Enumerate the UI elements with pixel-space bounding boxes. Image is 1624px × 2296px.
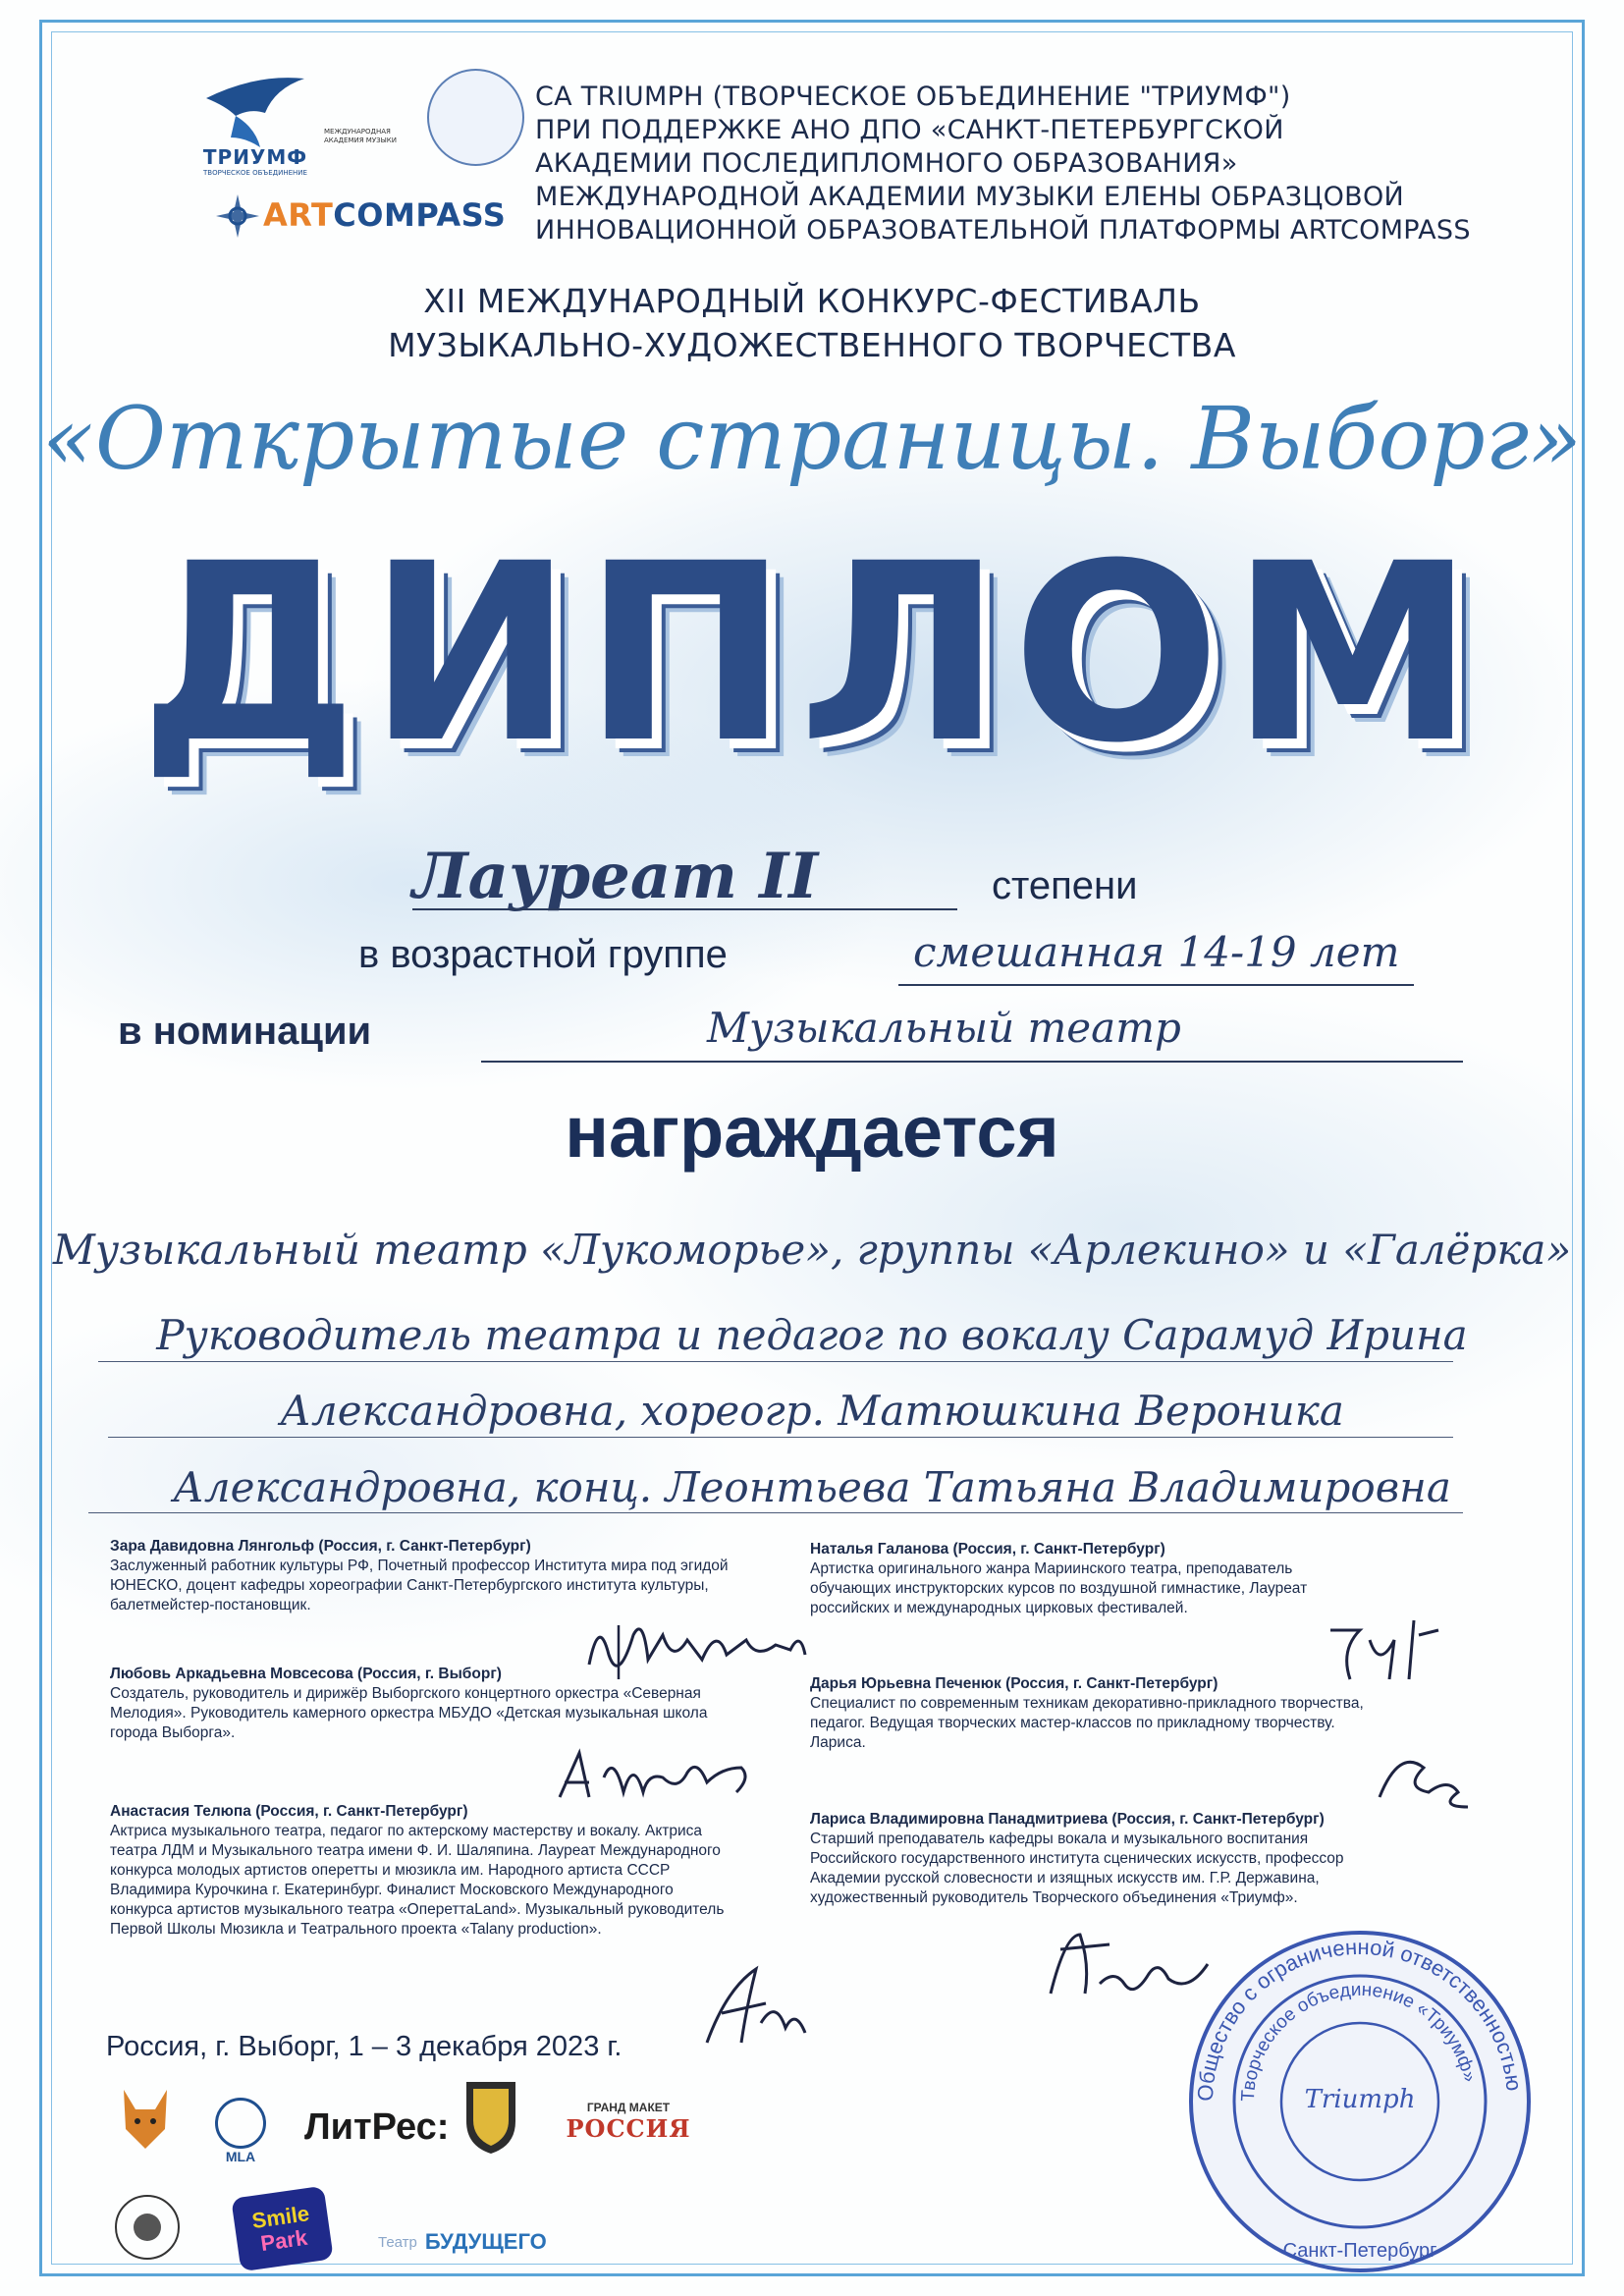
academy-emblem-icon xyxy=(427,69,524,166)
degree-label: степени xyxy=(992,864,1138,907)
compass-icon xyxy=(216,194,259,238)
jury-name: Наталья Галанова (Россия, г. Санкт-Петербург) xyxy=(810,1541,1165,1558)
mla-logo-text: MLA xyxy=(225,2149,256,2164)
jury-bio-line: педагог. Ведущая творческих мастер-классов по прикладному творчеству. xyxy=(810,1715,1335,1731)
signature-galanova xyxy=(1321,1611,1448,1689)
republic-logo-icon xyxy=(108,2190,187,2264)
jury-bio-line: конкурса молодых артистов оперетты и мюзикла им. Народного артиста СССР xyxy=(110,1862,671,1879)
smile-park-bottom: Park xyxy=(258,2224,309,2256)
organizer-logos xyxy=(196,69,520,236)
recipient-line: Руководитель театра и педагог по вокалу Сарамуд Ирина xyxy=(156,1311,1468,1359)
nomination-label: в номинации xyxy=(118,1010,372,1053)
organizer-line: АКАДЕМИИ ПОСЛЕДИПЛОМНОГО ОБРАЗОВАНИЯ» xyxy=(535,148,1238,179)
jury-bio-line: российских и международных цирковых фестивалей. xyxy=(810,1600,1188,1616)
academy-logo-text: МЕЖДУНАРОДНАЯ АКАДЕМИЯ МУЗЫКИ xyxy=(324,128,397,144)
jury-member xyxy=(110,1537,748,1615)
festival-name: «Открытые страницы. Выборг» xyxy=(41,388,1582,489)
jury-bio-line: балетмейстер-постановщик. xyxy=(110,1597,311,1613)
stamp-center-text: Triumph xyxy=(1304,2085,1416,2114)
jury-name: Лариса Владимировна Панадмитриева (Россия, г. Санкт-Петербург) xyxy=(810,1811,1325,1828)
festival-title-line1: XII МЕЖДУНАРОДНЫЙ КОНКУРС-ФЕСТИВАЛЬ xyxy=(423,282,1201,320)
degree-value: Лауреат II xyxy=(412,840,819,913)
jury-bio-line: обучающих инструкторских курсов по воздушной гимнастике, Лауреат xyxy=(810,1580,1308,1597)
stamp-inner-text: Творческое объединение «Триумф» xyxy=(1237,1979,1481,2103)
age-group-label: в возрастной группе xyxy=(358,933,728,976)
grand-maket-top: ГРАНД МАКЕТ xyxy=(586,2100,671,2114)
grand-maket-bottom: РОССИЯ xyxy=(566,2113,691,2143)
smile-park-logo xyxy=(231,2186,334,2271)
jury-name: Зара Давидовна Лянгольф (Россия, г. Санкт-Петербург) xyxy=(110,1538,531,1555)
signature-telyupa xyxy=(687,1949,835,2057)
theatre-future-text: БУДУЩЕГО xyxy=(424,2229,547,2254)
signature-pechenyuk xyxy=(1370,1738,1478,1817)
nomination-value: Музыкальный театр xyxy=(707,1004,1181,1052)
jury-bio-line: города Выборга». xyxy=(110,1724,236,1741)
recipient-underline xyxy=(98,1361,1453,1362)
jury-member xyxy=(810,1540,1458,1618)
theatre-future-prefix: Театр xyxy=(378,2233,417,2251)
jury-bio-line: художественный руководитель Творческого объединения «Триумф». xyxy=(810,1889,1298,1906)
festival-title-line2: МУЗЫКАЛЬНО-ХУДОЖЕСТВЕННОГО ТВОРЧЕСТВА xyxy=(388,326,1236,364)
jury-member xyxy=(110,1802,758,1940)
jury-name: Дарья Юрьевна Печенюк (Россия, г. Санкт-Петербург) xyxy=(810,1675,1218,1692)
stamp-city-text: Санкт-Петербург xyxy=(1282,2240,1437,2262)
triumph-logo-subtext: ТВОРЧЕСКОЕ ОБЪЕДИНЕНИЕ xyxy=(203,169,307,177)
recipient-line: Музыкальный театр «Лукоморье», группы «Арлекино» и «Галёрка» xyxy=(52,1226,1572,1274)
recipient-line: Александровна, конц. Леонтьева Татьяна Владимировна xyxy=(173,1463,1451,1511)
jury-bio-line: ЮНЕСКО, доцент кафедры хореографии Санкт-Петербургского института культуры, xyxy=(110,1577,709,1594)
organizer-line: ИННОВАЦИОННОЙ ОБРАЗОВАТЕЛЬНОЙ ПЛАТФОРМЫ ARTCOMPASS xyxy=(535,215,1471,246)
artcompass-logo: ARTCOMPASS xyxy=(263,196,507,234)
triumph-logo-text: ТРИУМФ xyxy=(202,145,308,169)
jury-bio-line: театра ЛДМ и Музыкального театра имени Ф. И. Шаляпина. Лауреат Международного xyxy=(110,1842,721,1859)
age-group-underline xyxy=(898,984,1414,986)
mla-logo xyxy=(201,2092,280,2170)
jury-bio-line: конкурса артистов музыкального театра «ОпереттаLand». Музыкальный руководитель xyxy=(110,1901,725,1918)
signature-movsesova xyxy=(545,1738,771,1817)
jury-bio-line: Создатель, руководитель и дирижёр Выборгского концертного оркестра «Северная xyxy=(110,1685,701,1702)
organizers-block xyxy=(535,81,1576,247)
official-stamp xyxy=(1168,1925,1551,2278)
smile-park-top: Smile xyxy=(249,2200,311,2233)
place-date: Россия, г. Выборг, 1 – 3 декабря 2023 г. xyxy=(106,2031,623,2062)
jury-bio-line: Старший преподаватель кафедры вокала и музыкального воспитания xyxy=(810,1831,1309,1847)
recipient-underline xyxy=(88,1512,1463,1513)
jury-bio-line: Владимира Курочкина г. Екатеринбург. Финалист Московского Международного xyxy=(110,1882,674,1898)
diploma-title: ДИПЛОМ xyxy=(138,511,1486,796)
jury-bio-line: Заслуженный работник культуры РФ, Почетный профессор Института мира под эгидой xyxy=(110,1558,729,1574)
organizer-line: ПРИ ПОДДЕРЖКЕ АНО ДПО «САНКТ-ПЕТЕРБУРГСКОЙ xyxy=(535,115,1284,145)
jury-bio-line: Актриса музыкального театра, педагог по актерскому мастерству и вокалу. Актриса xyxy=(110,1823,703,1839)
organizer-line: МЕЖДУНАРОДНОЙ АКАДЕМИИ МУЗЫКИ ЕЛЕНЫ ОБРАЗЦОВОЙ xyxy=(535,182,1405,212)
organizer-line: СА TRIUMPH (ТВОРЧЕСКОЕ ОБЪЕДИНЕНИЕ "ТРИУМФ") xyxy=(535,82,1291,112)
jury-name: Анастасия Телюпа (Россия, г. Санкт-Петербург) xyxy=(110,1803,468,1820)
jury-bio-line: Артистка оригинального жанра Мариинского театра, преподаватель xyxy=(810,1560,1293,1577)
litres-logo xyxy=(304,2106,449,2149)
jury-bio-line: Академии русской словесности и изящных искусств им. Г.Р. Державина, xyxy=(810,1870,1320,1886)
jury-bio-line: Мелодия». Руководитель камерного оркестра МБУДО «Детская музыкальная школа xyxy=(110,1705,708,1722)
recipient-line: Александровна, хореогр. Матюшкина Вероника xyxy=(280,1387,1344,1435)
awarded-heading: награждается xyxy=(565,1091,1059,1173)
jury-member xyxy=(810,1810,1458,1908)
nomination-underline xyxy=(481,1061,1463,1063)
recipient-underline xyxy=(108,1437,1453,1438)
jury-bio-line: Российского государственного института сценических искусств, профессор xyxy=(810,1850,1344,1867)
theatre-future-logo xyxy=(378,2227,547,2257)
stamp-outer-text: Общество с ограниченной ответственностью xyxy=(1192,1934,1527,2103)
jury-bio-line: Специалист по современным техникам декоративно-прикладного творчества, xyxy=(810,1695,1364,1712)
jury-bio-line: Первой Школы Мюзикла и Театрального проекта «Talany production». xyxy=(110,1921,602,1938)
degree-underline xyxy=(412,908,957,910)
shield-logo-icon xyxy=(461,2077,520,2156)
globe-icon xyxy=(215,2098,266,2149)
fox-logo-icon xyxy=(116,2080,175,2159)
litres-logo-text: ЛитРес: xyxy=(304,2106,450,2148)
age-group-value: смешанная 14-19 лет xyxy=(913,928,1400,976)
jury-bio-line: Лариса. xyxy=(810,1734,866,1751)
grand-maket-logo xyxy=(565,2092,692,2151)
jury-name: Любовь Аркадьевна Мовсесова (Россия, г. Выборг) xyxy=(110,1666,502,1682)
signature-langolf xyxy=(579,1606,835,1694)
